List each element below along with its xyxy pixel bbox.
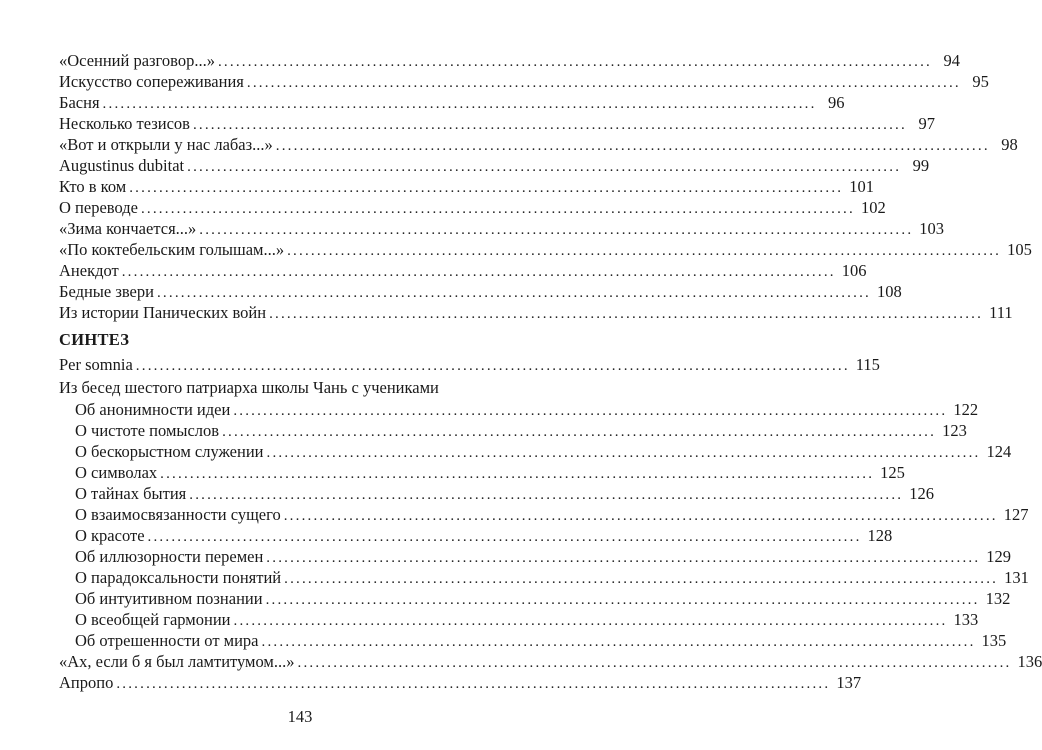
leader-dots: ........................................................................................................................ [269, 306, 984, 322]
entry-page: 131 [1004, 568, 1029, 587]
entry-title: О тайнах бытия [75, 484, 187, 503]
entry-page: 111 [989, 303, 1013, 322]
leader-dots: ........................................................................................................................ [275, 138, 990, 154]
toc-entry [59, 652, 1042, 672]
entry-page: 95 [972, 72, 989, 91]
toc-entry [59, 156, 930, 176]
leader-dots: ........................................................................................................................ [233, 403, 948, 419]
entry-title: Несколько тезисов [59, 114, 190, 133]
toc-subentry [75, 442, 1012, 462]
leader-dots: ........................................................................................................................ [121, 264, 836, 280]
entry-page: 137 [836, 673, 862, 692]
toc-subentry [75, 505, 1029, 525]
entry-page: 106 [841, 261, 867, 280]
entry-title: О чистоте помыслов [75, 421, 220, 440]
entry-page: 105 [1007, 240, 1032, 259]
entry-title: О переводе [59, 198, 138, 217]
entry-page: 126 [909, 484, 934, 503]
page-number: 143 [287, 707, 313, 726]
leader-dots: ........................................................................................................................ [156, 285, 871, 301]
leader-dots: ........................................................................................................................ [297, 655, 1012, 671]
toc-entry [59, 51, 960, 71]
toc-entry [59, 135, 1018, 155]
leader-dots: ........................................................................................................................ [217, 54, 932, 70]
toc-entry [59, 261, 867, 281]
toc-entry [59, 114, 935, 134]
entry-title: О парадоксальности понятий [75, 568, 282, 587]
leader-dots: ........................................................................................................................ [116, 676, 831, 692]
entry-title: О взаимосвязанности сущего [75, 505, 281, 524]
entry-page: 132 [985, 589, 1011, 608]
leader-dots: ........................................................................................................................ [266, 445, 981, 461]
leader-dots: ........................................................................................................................ [265, 592, 980, 608]
leader-dots: ........................................................................................................................ [187, 159, 902, 175]
entry-page: 128 [867, 526, 893, 545]
entry-title: Из истории Панических войн [59, 303, 267, 322]
entry-title: Кто в ком [59, 177, 127, 196]
leader-dots: ........................................................................................................................ [102, 96, 817, 112]
entry-title: «Зима кончается...» [59, 219, 197, 238]
toc-entry [59, 219, 945, 239]
leader-dots: ........................................................................................................................ [189, 487, 904, 503]
entry-page: 136 [1017, 652, 1042, 671]
entry-page: 97 [918, 114, 935, 133]
entry-title: Анекдот [59, 261, 119, 280]
entry-title: Об отрешенности от мира [75, 631, 259, 650]
toc-entry [59, 177, 874, 197]
toc-entry [59, 72, 989, 92]
toc-entry [59, 93, 845, 113]
toc-subentry [75, 631, 1007, 651]
entry-page: 108 [876, 282, 902, 301]
entry-page: 135 [981, 631, 1007, 650]
toc-subentry [75, 526, 893, 546]
entry-title: Бедные звери [59, 282, 154, 301]
entry-page: 94 [943, 51, 960, 70]
entry-page: 125 [880, 463, 905, 482]
toc-entry [59, 198, 886, 218]
entry-page: 122 [953, 400, 979, 419]
entry-page: 124 [986, 442, 1012, 461]
toc-group-title [59, 378, 531, 398]
entry-page: 102 [860, 198, 886, 217]
group-title: Из бесед шестого патриарха школы Чань с учениками [59, 378, 439, 397]
entry-page: 99 [912, 156, 930, 175]
entry-page: 127 [1003, 505, 1029, 524]
toc-entry [59, 282, 902, 302]
toc-subentry [75, 421, 967, 441]
entry-page: 133 [953, 610, 979, 629]
leader-dots: ........................................................................................................................ [283, 508, 998, 524]
entry-title: Искусство сопереживания [59, 72, 244, 91]
toc-subentry [75, 463, 905, 483]
entry-title: Об интуитивном познании [75, 589, 263, 608]
toc-entry [59, 303, 1013, 323]
toc-subentry [75, 568, 1029, 588]
entry-title: «Осенний разговор...» [59, 51, 215, 70]
leader-dots: ........................................................................................................................ [140, 201, 855, 217]
leader-dots: ........................................................................................................................ [147, 529, 862, 545]
entry-title: «По коктебельским голышам...» [59, 240, 285, 259]
leader-dots: ........................................................................................................................ [192, 117, 907, 133]
leader-dots: ........................................................................................................................ [160, 466, 875, 482]
leader-dots: ........................................................................................................................ [199, 222, 914, 238]
toc-entry [59, 355, 880, 375]
leader-dots: ........................................................................................................................ [246, 75, 961, 91]
entry-page: 115 [855, 355, 880, 374]
entry-page: 101 [849, 177, 874, 196]
entry-title: Об иллюзорности перемен [75, 547, 264, 566]
toc-subentry [75, 610, 979, 630]
toc-entry [59, 240, 1032, 260]
toc-subentry [75, 484, 934, 504]
entry-page: 96 [828, 93, 845, 112]
toc-subentry [75, 400, 979, 420]
entry-title: «Ах, если б я был ламтитумом...» [59, 652, 295, 671]
leader-dots: ........................................................................................................................ [266, 550, 981, 566]
entry-title: О красоте [75, 526, 145, 545]
leader-dots: ........................................................................................................................ [222, 424, 937, 440]
entry-page: 129 [986, 547, 1012, 566]
entry-page: 98 [1001, 135, 1018, 154]
entry-page: 123 [942, 421, 967, 440]
entry-title: Басня [59, 93, 100, 112]
entry-page: 103 [919, 219, 945, 238]
leader-dots: ........................................................................................................................ [135, 358, 850, 374]
entry-title: О символах [75, 463, 158, 482]
entry-title: Об анонимности идеи [75, 400, 231, 419]
entry-title: Апропо [59, 673, 114, 692]
entry-title: Per somnia [59, 355, 133, 374]
toc-entry [59, 673, 862, 693]
leader-dots: ........................................................................................................................ [129, 180, 844, 196]
entry-title: О всеобщей гармонии [75, 610, 231, 629]
leader-dots: ........................................................................................................................ [287, 243, 1002, 259]
leader-dots: ........................................................................................................................ [284, 571, 999, 587]
section-heading: СИНТЕЗ [59, 330, 130, 349]
toc-subentry [75, 547, 1012, 567]
entry-title: Augustinus dubitat [59, 156, 185, 175]
leader-dots: ........................................................................................................................ [261, 634, 976, 650]
entry-title: О бескорыстном служении [75, 442, 264, 461]
leader-dots: ........................................................................................................................ [233, 613, 948, 629]
entry-title: «Вот и открыли у нас лабаз...» [59, 135, 273, 154]
toc-subentry [75, 589, 1011, 609]
